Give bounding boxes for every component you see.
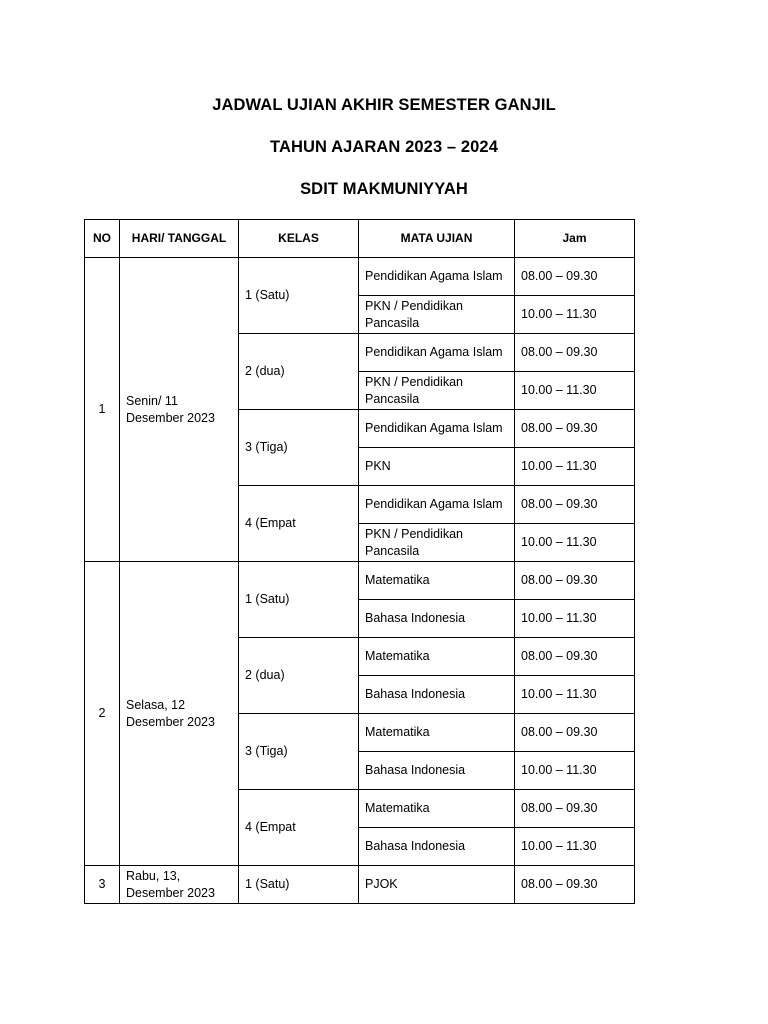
subject-cell: Matematika bbox=[359, 790, 515, 828]
table-row bbox=[85, 866, 635, 904]
time-cell: 10.00 – 11.30 bbox=[515, 372, 635, 410]
header-day-date: HARI/ TANGGAL bbox=[120, 220, 239, 258]
day-date-cell: Selasa, 12 Desember 2023 bbox=[120, 562, 239, 866]
day-number-cell: 2 bbox=[85, 562, 120, 866]
subject-cell: PJOK bbox=[359, 866, 515, 904]
header-subject: MATA UJIAN bbox=[359, 220, 515, 258]
subject-cell: Matematika bbox=[359, 714, 515, 752]
subject-cell: Bahasa Indonesia bbox=[359, 752, 515, 790]
document-title: JADWAL UJIAN AKHIR SEMESTER GANJIL bbox=[212, 96, 556, 114]
day-number-cell: 1 bbox=[85, 258, 120, 562]
class-cell: 1 (Satu) bbox=[239, 258, 359, 334]
time-cell: 08.00 – 09.30 bbox=[515, 410, 635, 448]
class-cell: 4 (Empat bbox=[239, 790, 359, 866]
time-cell: 10.00 – 11.30 bbox=[515, 828, 635, 866]
header-class: KELAS bbox=[239, 220, 359, 258]
time-cell: 10.00 – 11.30 bbox=[515, 676, 635, 714]
academic-year-title: TAHUN AJARAN 2023 – 2024 bbox=[270, 138, 498, 156]
subject-cell: Matematika bbox=[359, 562, 515, 600]
header-time: Jam bbox=[515, 220, 635, 258]
time-cell: 08.00 – 09.30 bbox=[515, 790, 635, 828]
header-no: NO bbox=[85, 220, 120, 258]
subject-cell: PKN bbox=[359, 448, 515, 486]
subject-cell: Bahasa Indonesia bbox=[359, 600, 515, 638]
time-cell: 08.00 – 09.30 bbox=[515, 638, 635, 676]
header-row bbox=[85, 220, 635, 258]
class-cell: 2 (dua) bbox=[239, 638, 359, 714]
subject-cell: Pendidikan Agama Islam bbox=[359, 258, 515, 296]
time-cell: 10.00 – 11.30 bbox=[515, 600, 635, 638]
subject-cell: PKN / Pendidikan Pancasila bbox=[359, 372, 515, 410]
class-cell: 3 (Tiga) bbox=[239, 714, 359, 790]
class-cell: 4 (Empat bbox=[239, 486, 359, 562]
day-date-cell: Rabu, 13, Desember 2023 bbox=[120, 866, 239, 904]
time-cell: 10.00 – 11.30 bbox=[515, 524, 635, 562]
class-cell: 1 (Satu) bbox=[239, 866, 359, 904]
time-cell: 08.00 – 09.30 bbox=[515, 334, 635, 372]
table-body bbox=[85, 258, 635, 904]
time-cell: 10.00 – 11.30 bbox=[515, 296, 635, 334]
class-cell: 3 (Tiga) bbox=[239, 410, 359, 486]
table-row bbox=[85, 258, 635, 296]
class-cell: 1 (Satu) bbox=[239, 562, 359, 638]
time-cell: 10.00 – 11.30 bbox=[515, 448, 635, 486]
subject-cell: Pendidikan Agama Islam bbox=[359, 486, 515, 524]
class-cell: 2 (dua) bbox=[239, 334, 359, 410]
day-number-cell: 3 bbox=[85, 866, 120, 904]
subject-cell: Pendidikan Agama Islam bbox=[359, 410, 515, 448]
table-row bbox=[85, 562, 635, 600]
subject-cell: PKN / Pendidikan Pancasila bbox=[359, 296, 515, 334]
subject-cell: Pendidikan Agama Islam bbox=[359, 334, 515, 372]
subject-cell: PKN / Pendidikan Pancasila bbox=[359, 524, 515, 562]
time-cell: 08.00 – 09.30 bbox=[515, 258, 635, 296]
time-cell: 08.00 – 09.30 bbox=[515, 866, 635, 904]
table-header bbox=[85, 220, 635, 258]
subject-cell: Bahasa Indonesia bbox=[359, 676, 515, 714]
time-cell: 08.00 – 09.30 bbox=[515, 486, 635, 524]
subject-cell: Matematika bbox=[359, 638, 515, 676]
day-date-cell: Senin/ 11 Desember 2023 bbox=[120, 258, 239, 562]
exam-schedule-table bbox=[84, 219, 635, 904]
time-cell: 08.00 – 09.30 bbox=[515, 562, 635, 600]
subject-cell: Bahasa Indonesia bbox=[359, 828, 515, 866]
time-cell: 10.00 – 11.30 bbox=[515, 752, 635, 790]
time-cell: 08.00 – 09.30 bbox=[515, 714, 635, 752]
school-name-title: SDIT MAKMUNIYYAH bbox=[300, 180, 468, 198]
